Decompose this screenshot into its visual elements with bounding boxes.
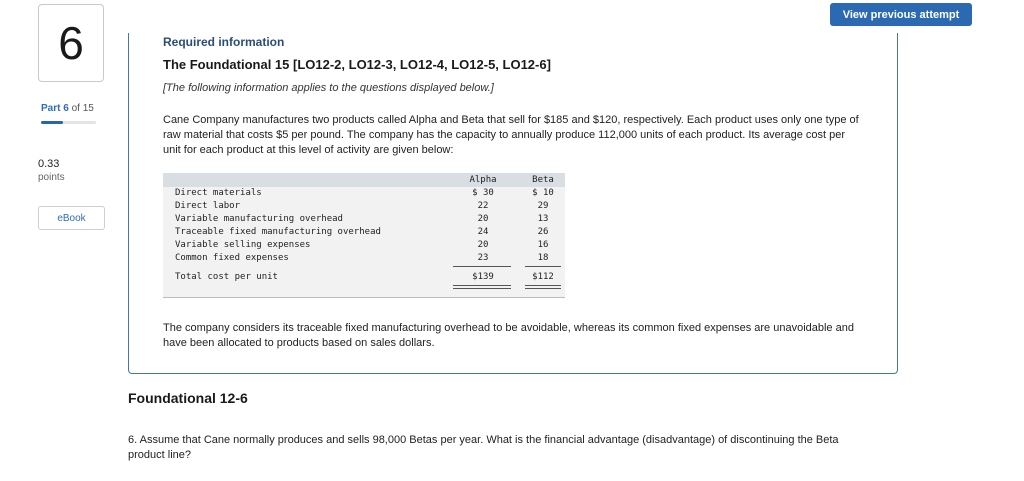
alpha-value: 24 [477, 227, 489, 237]
row-label: Common fixed expenses [175, 253, 289, 263]
total-double-underline-beta [525, 288, 561, 289]
part-indicator [41, 103, 94, 114]
part-current: 6 [63, 103, 69, 114]
question-heading: Foundational 12-6 [128, 390, 248, 406]
column-header-beta: Beta [532, 175, 554, 185]
subtotal-underline-alpha [453, 266, 511, 267]
total-double-underline-alpha [453, 288, 511, 289]
alpha-value: 20 [477, 214, 489, 224]
total-underline-alpha [453, 285, 511, 286]
total-underline-beta [525, 285, 561, 286]
applies-note: [The following information applies to the questions displayed below.] [163, 82, 494, 94]
alpha-value: 20 [477, 240, 489, 250]
question-text: 6. Assume that Cane normally produces and sells 98,000 Betas per year. What is the financial advantage (disadvantage) of discontinuing the Beta product line? [128, 434, 839, 461]
required-information-heading: Required information [163, 35, 285, 49]
row-label: Variable manufacturing overhead [175, 214, 343, 224]
intro-paragraph: Cane Company manufactures two products called Alpha and Beta that sell for $185 and $120, respectively. Each product uses only one type of raw material that costs $5 per pound. The company has the capacity to annually produce 112,000 units of each product. Its average cost per unit for each product at this level of activity are given below: [163, 114, 859, 156]
beta-value: $ 10 [532, 188, 554, 198]
part-progress-bar [41, 121, 96, 124]
closing-paragraph: The company considers its traceable fixed manufacturing overhead to be avoidable, whereas its common fixed expenses are unavoidable and have been allocated to products based on sales dollars. [163, 322, 854, 349]
points-label: points [38, 172, 65, 183]
column-header-alpha: Alpha [469, 175, 497, 185]
alpha-value: 22 [477, 201, 489, 211]
ebook-button[interactable]: eBook [38, 206, 105, 230]
part-progress-fill [41, 121, 63, 124]
question-number: 6 [38, 4, 104, 82]
row-label: Traceable fixed manufacturing overhead [175, 227, 381, 237]
total-alpha-value: $139 [472, 272, 494, 282]
total-row-label: Total cost per unit [175, 272, 278, 282]
row-label: Direct labor [175, 201, 241, 211]
view-previous-attempt-button[interactable]: View previous attempt [830, 3, 972, 26]
row-label: Variable selling expenses [175, 240, 311, 250]
alpha-value: 23 [477, 253, 489, 263]
beta-value: 13 [537, 214, 549, 224]
beta-value: 29 [537, 201, 549, 211]
total-beta-value: $112 [532, 272, 554, 282]
beta-value: 18 [537, 253, 549, 263]
subtotal-underline-beta [525, 266, 561, 267]
beta-value: 26 [537, 227, 549, 237]
beta-value: 16 [537, 240, 549, 250]
alpha-value: $ 30 [472, 188, 494, 198]
cost-per-unit-table [163, 173, 565, 298]
points-value: 0.33 [38, 158, 60, 170]
row-label: Direct materials [175, 188, 262, 198]
part-prefix: Part [41, 103, 61, 114]
part-total: of 15 [71, 103, 94, 114]
problem-title: The Foundational 15 [LO12-2, LO12-3, LO12-4, LO12-5, LO12-6] [163, 57, 551, 72]
